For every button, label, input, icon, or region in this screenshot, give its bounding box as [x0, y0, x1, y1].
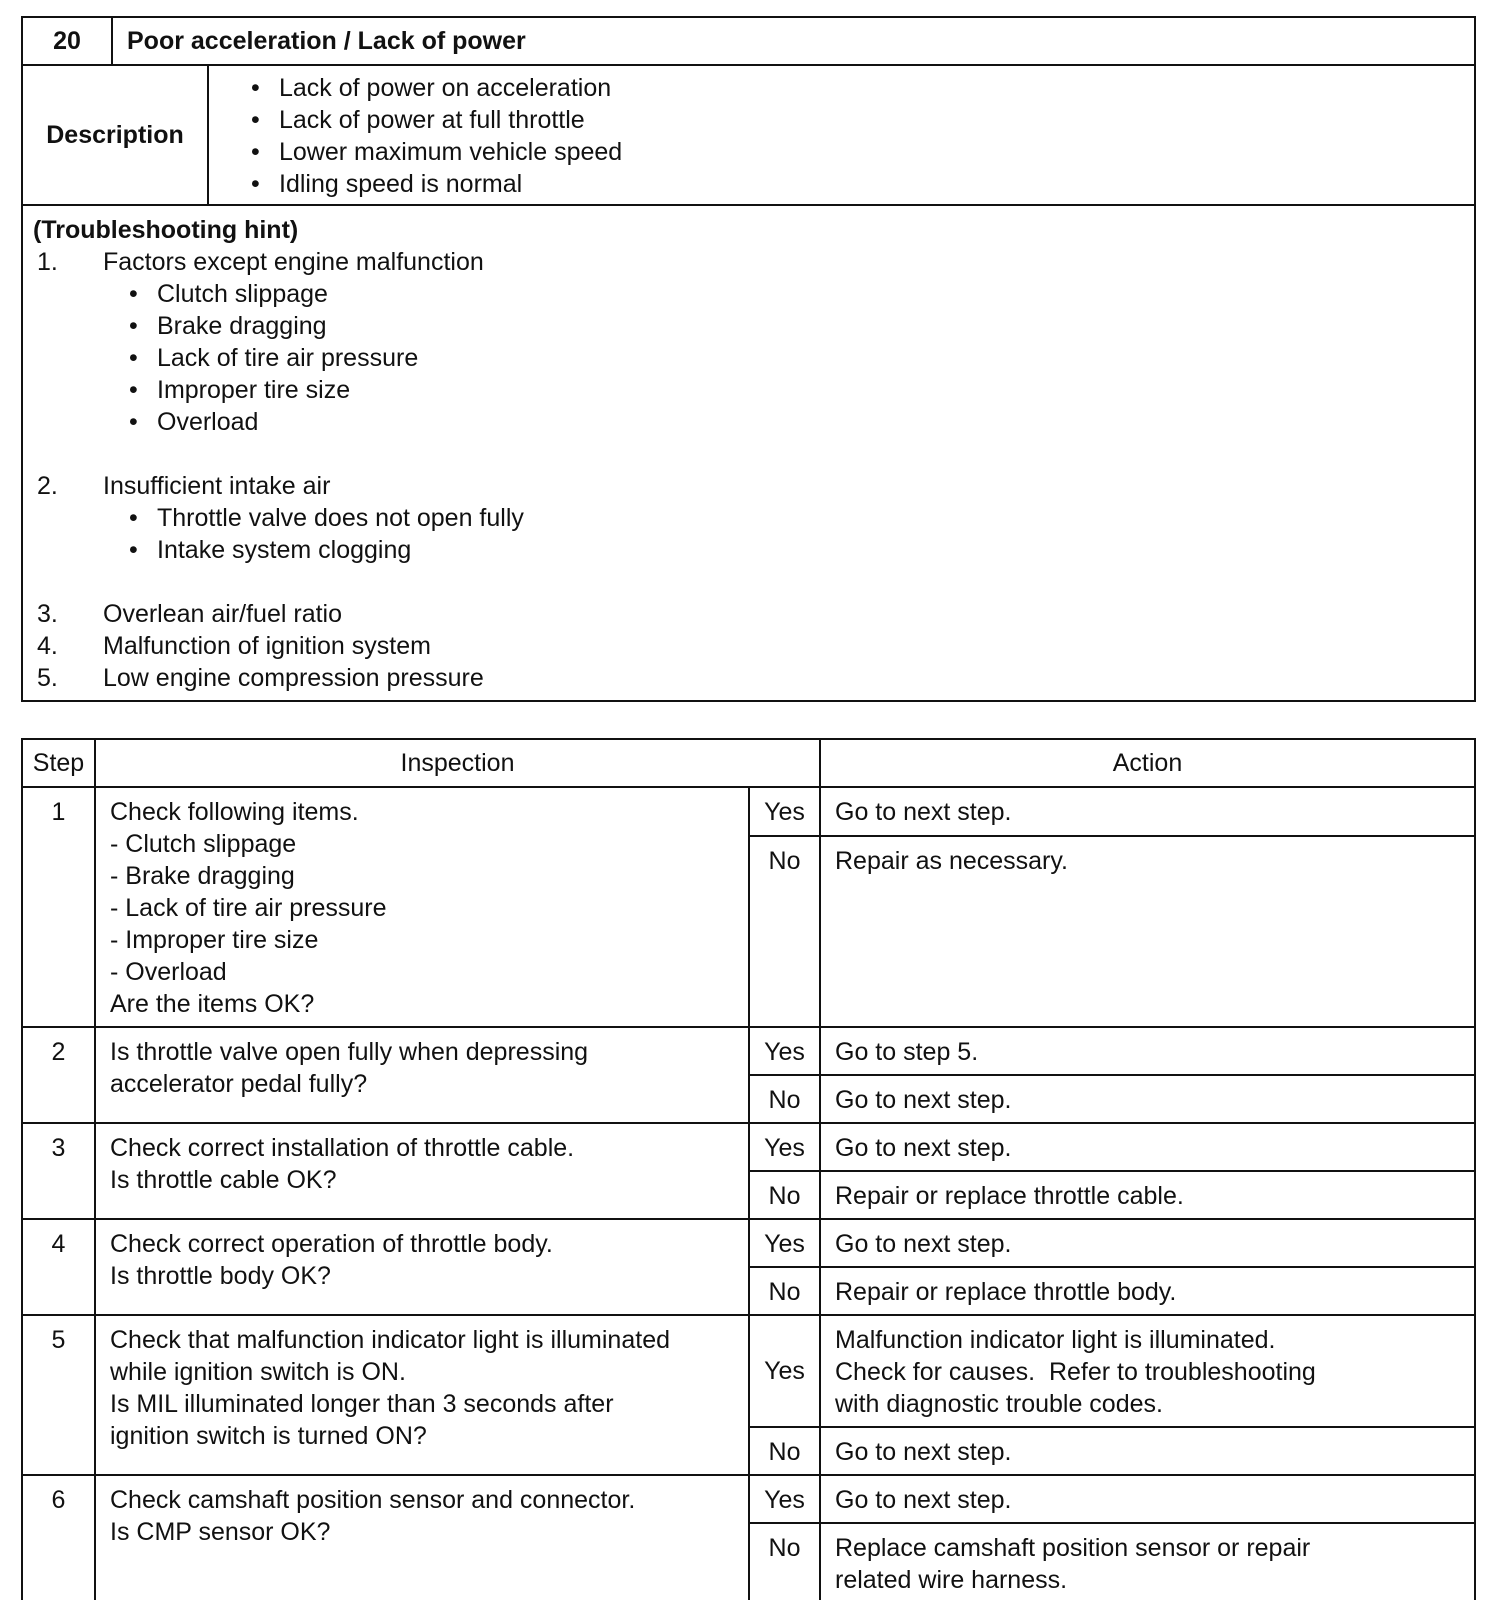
inspection-line: - Overload [110, 958, 227, 986]
description-cell [208, 65, 1475, 205]
hint-subitem: • Throttle valve does not open fully [33, 502, 1464, 534]
hint-text: Insufficient intake air [103, 472, 331, 500]
hint-item [33, 470, 1464, 502]
action-line: Go to next step. [835, 1134, 1012, 1162]
hint-sublist [33, 278, 1464, 438]
action-line: Malfunction indicator light is illuminated. [835, 1326, 1276, 1354]
hint-item [33, 598, 1464, 630]
no-action [820, 1523, 1475, 1600]
action-line: Go to step 5. [835, 1038, 979, 1066]
hint-item [33, 246, 1464, 278]
no-label: No [749, 836, 820, 1027]
hint-number: 5. [37, 664, 58, 692]
hint-number: 4. [37, 632, 58, 660]
inspection-line: - Clutch slippage [110, 830, 297, 858]
description-item: • Lack of power on acceleration [209, 72, 1474, 104]
step-number: 2 [22, 1027, 95, 1123]
inspection-line: Is throttle body OK? [110, 1262, 331, 1290]
column-header-step: Step [22, 739, 95, 787]
no-label: No [749, 1075, 820, 1123]
action-line: Go to next step. [835, 1086, 1012, 1114]
action-line: Repair as necessary. [835, 846, 1068, 875]
yes-label: Yes [749, 1123, 820, 1171]
hint-text: Malfunction of ignition system [103, 632, 431, 660]
yes-label: Yes [749, 787, 820, 836]
inspection-line: Is throttle valve open fully when depressing [110, 1038, 589, 1066]
description-label: Description [22, 65, 208, 205]
hint-number: 3. [37, 600, 58, 628]
inspection-line: Is MIL illuminated longer than 3 seconds after [110, 1390, 614, 1418]
hint-number: 2. [37, 472, 58, 500]
table-header-row [22, 739, 1475, 787]
description-list [209, 72, 1474, 200]
action-line: Check for causes. Refer to troubleshooting [835, 1358, 1316, 1386]
hint-subitem: • Clutch slippage [33, 278, 1464, 310]
action-line: Go to next step. [835, 798, 1012, 826]
yes-label: Yes [749, 1027, 820, 1075]
inspection-line: - Brake dragging [110, 862, 295, 890]
yes-action [820, 1475, 1475, 1523]
yes-action [820, 1219, 1475, 1267]
hint-text: Low engine compression pressure [103, 664, 484, 692]
hint-number: 1. [37, 248, 58, 276]
action-line: Go to next step. [835, 1486, 1012, 1514]
description-item: • Lack of power at full throttle [209, 104, 1474, 136]
step-inspection [95, 787, 749, 1027]
step-row [22, 1027, 1475, 1075]
inspection-line: Check correct operation of throttle body. [110, 1230, 553, 1258]
description-item: • Lower maximum vehicle speed [209, 136, 1474, 168]
yes-label: Yes [749, 1315, 820, 1427]
inspection-line: accelerator pedal fully? [110, 1070, 368, 1098]
hint-text: Overlean air/fuel ratio [103, 600, 343, 628]
inspection-line: ignition switch is turned ON? [110, 1422, 427, 1450]
hint-subitem: • Improper tire size [33, 374, 1464, 406]
yes-label: Yes [749, 1219, 820, 1267]
inspection-line: Is CMP sensor OK? [110, 1518, 331, 1546]
action-line: Repair or replace throttle body. [835, 1278, 1177, 1306]
step-number: 1 [22, 787, 95, 1027]
action-line: Go to next step. [835, 1230, 1012, 1258]
inspection-line: Check camshaft position sensor and connector. [110, 1486, 636, 1514]
spacer [33, 438, 1464, 470]
hint-subitem: • Intake system clogging [33, 534, 1464, 566]
spacer [33, 566, 1464, 598]
hint-item [33, 630, 1464, 662]
action-line: with diagnostic trouble codes. [835, 1390, 1163, 1418]
action-line: Repair or replace throttle cable. [835, 1182, 1184, 1210]
inspection-line: - Improper tire size [110, 926, 319, 954]
inspection-steps-table [21, 738, 1476, 1600]
action-line: Replace camshaft position sensor or repair [835, 1534, 1311, 1562]
step-number: 3 [22, 1123, 95, 1219]
column-header-action: Action [820, 739, 1475, 787]
troubleshooting-hint-cell [22, 205, 1475, 701]
hint-sublist [33, 502, 1464, 566]
no-action [820, 1075, 1475, 1123]
no-label: No [749, 1267, 820, 1315]
column-header-inspection: Inspection [95, 739, 820, 787]
yes-label: Yes [749, 1475, 820, 1523]
step-row [22, 1475, 1475, 1523]
yes-action [820, 1315, 1475, 1427]
step-inspection [95, 1027, 749, 1123]
no-label: No [749, 1523, 820, 1600]
inspection-line: Check following items. [110, 798, 359, 826]
no-action [820, 1171, 1475, 1219]
step-row [22, 787, 1475, 836]
description-item: • Idling speed is normal [209, 168, 1474, 200]
yes-action [820, 1123, 1475, 1171]
symptom-title: Poor acceleration / Lack of power [112, 17, 1475, 65]
no-action [820, 836, 1475, 1027]
inspection-line: Are the items OK? [110, 990, 315, 1018]
inspection-line: while ignition switch is ON. [110, 1358, 406, 1386]
no-label: No [749, 1171, 820, 1219]
hint-subitem: • Overload [33, 406, 1464, 438]
step-inspection [95, 1219, 749, 1315]
step-inspection [95, 1475, 749, 1600]
symptom-header-table [21, 16, 1476, 702]
troubleshooting-hint-title: (Troubleshooting hint) [33, 216, 299, 244]
step-number: 5 [22, 1315, 95, 1475]
step-inspection [95, 1123, 749, 1219]
no-action [820, 1267, 1475, 1315]
step-inspection [95, 1315, 749, 1475]
inspection-line: Check that malfunction indicator light is illuminated [110, 1326, 670, 1354]
step-number: 6 [22, 1475, 95, 1600]
hint-item [33, 662, 1464, 694]
hint-subitem: • Lack of tire air pressure [33, 342, 1464, 374]
hint-subitem: • Brake dragging [33, 310, 1464, 342]
yes-action [820, 787, 1475, 836]
action-line: related wire harness. [835, 1566, 1068, 1594]
symptom-number: 20 [22, 17, 112, 65]
no-action [820, 1427, 1475, 1475]
action-line: Go to next step. [835, 1438, 1012, 1466]
hint-text: Factors except engine malfunction [103, 248, 484, 276]
step-row [22, 1123, 1475, 1171]
inspection-line: Check correct installation of throttle cable. [110, 1134, 575, 1162]
step-row [22, 1219, 1475, 1267]
step-row [22, 1315, 1475, 1427]
yes-action [820, 1027, 1475, 1075]
inspection-line: - Lack of tire air pressure [110, 894, 387, 922]
inspection-line: Is throttle cable OK? [110, 1166, 337, 1194]
step-number: 4 [22, 1219, 95, 1315]
no-label: No [749, 1427, 820, 1475]
